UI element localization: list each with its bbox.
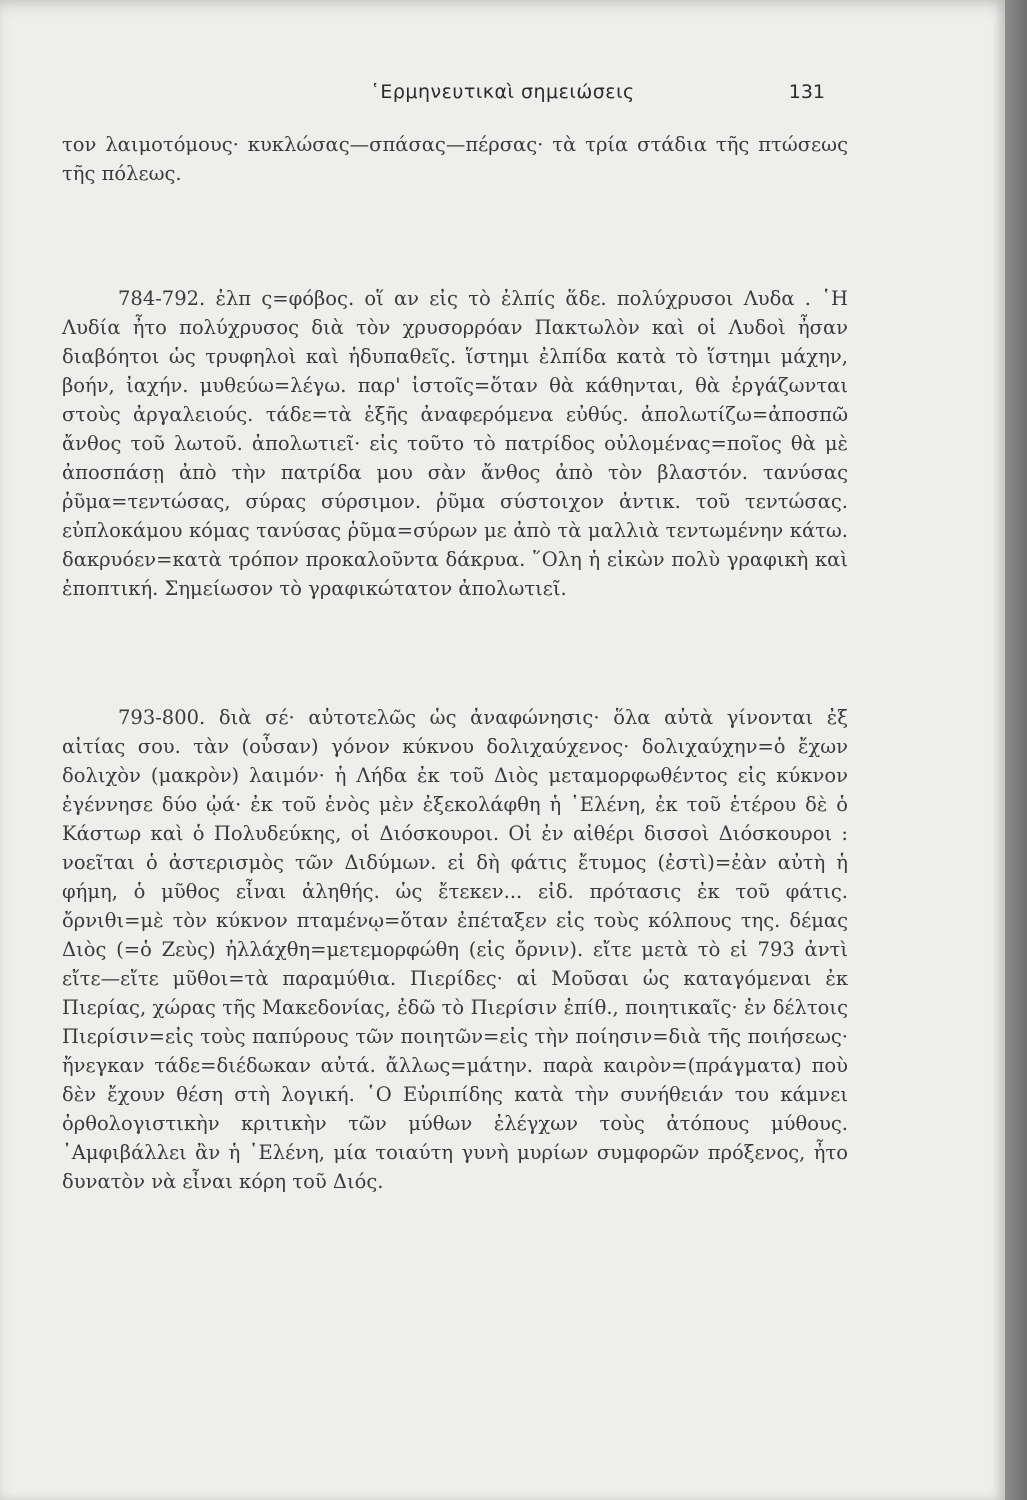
commentary-784-792 [62,284,848,603]
paragraph-text: 793-800. διὰ σέ· αὐτοτελῶς ὡς ἀναφώνησις· ὅλα αὐτὰ γίνονται ἐξ αἰτίας σου. τὰν (οὖσαν) γόνον κύκνου δολιχαύχενος· δολιχαύχην=ὁ ἔχων δολιχὸν (μακρὸν) λαιμόν· ἡ Λήδα ἐκ τοῦ Διὸς μεταμορφωθέντος εἰς κύκνον ἐγέννησε δύο ᾠά· ἐκ τοῦ ἑνὸς μὲν ἐξεκολάφθη ἡ ῾Ελένη, ἐκ τοῦ ἑτέρου δὲ ὁ Κάστωρ καὶ ὁ Πολυδεύκης, οἱ Διόσκουροι. Οἱ ἐν αἰθέρι δισσοὶ Διόσκουροι : νοεῖται ὁ ἀστερισμὸς τῶν Διδύμων. εἰ δὴ φάτις ἔτυμος (ἐστὶ)=ἐὰν αὐτὴ ἡ φήμη, ὁ μῦθος εἶναι ἀληθής. ὡς ἔτεκεν... εἰδ. πρότασις ἐκ τοῦ φάτις. ὄρνιθι=μὲ τὸν κύκνον πταμένῳ=ὅταν ἐπέταξεν εἰς τοὺς κόλπους της. δέμας Διὸς (=ὁ Ζεὺς) ἠλλάχθη=μετεμορφώθη (εἰς ὄρνιν). εἴτε μετὰ τὸ εἰ 793 ἀντὶ εἴτε—εἴτε μῦθοι=τὰ παραμύθια. Πιερίδες· αἱ Μοῦσαι ὡς καταγόμεναι ἐκ Πιερίας, χώρας τῆς Μακεδονίας, ἐδῶ τὸ Πιερίσιν ἐπίθ., ποιητικαῖς· ἐν δέλτοις Πιερίσιν=εἰς τοὺς παπύρους τῶν ποιητῶν=εἰς τὴν ποίησιν=διὰ τῆς ποιήσεως· ἤνεγκαν τάδε=διέδωκαν αὐτά. ἄλλως=μάτην. παρὰ καιρὸν=(πράγματα) ποὺ δὲν ἔχουν θέση στὴ λογική. ῾Ο Εὐριπίδης κατὰ τὴν συνήθειάν του κάμνει ὀρθολογιστικὴν κριτικὴν τῶν μύθων ἐλέγχων τοὺς ἀτόπους μύθους. ᾽Αμφιβάλλει ἂν ἡ ῾Ελένη, μία τοιαύτη γυνὴ μυρίων συμφορῶν πρόξενος, ἦτο δυνατὸν νὰ εἶναι κόρη τοῦ Διός. [62,706,848,1193]
page-number: 131 [788,81,825,103]
paragraph-text: 784-792. ἐλπ ς=φόβος. οἵ αν εἰς τὸ ἐλπίς ἅδε. πολύχρυσοι Λυδα . ῾Η Λυδία ἦτο πολύχρυσος διὰ τὸν χρυσορρόαν Πακτωλὸν καὶ οἱ Λυδοὶ ἦσαν διαβόητοι ὡς τρυφηλοὶ καὶ ἡδυπαθεῖς. ἵστημι ἐλπίδα κατὰ τὸ ἵστημι μάχην, βοήν, ἰαχήν. μυθεύω=λέγω. παρ' ἱστοῖς=ὅταν θὰ κάθηνται, θὰ ἐργάζωνται στοὺς ἀργαλειούς. τάδε=τὰ ἑξῆς ἀναφερόμενα εὐθύς. ἀπολωτίζω=ἀποσπῶ ἄνθος τοῦ λωτοῦ. ἀπολωτιεῖ· εἰς τοῦτο τὸ πατρίδος οὐλομένας=ποῖος θὰ μὲ ἀποσπάσῃ ἀπὸ τὴν πατρίδα μου σὰν ἄνθος ἀπὸ τὸν βλαστόν. τανύσας ῥῦμα=τεντώσας, σύρας σύρσιμον. ῥῦμα σύστοιχον ἀντικ. τοῦ τεντώσας. εὐπλοκάμου κόμας τανύσας ῥῦμα=σύρων με ἀπὸ τὰ μαλλιὰ τεντωμένην κάτω. δακρυόεν=κατὰ τρόπον προκαλοῦντα δάκρυα. ῞Ολη ἡ εἰκὼν πολὺ γραφικὴ καὶ ἐποπτική. Σημείωσον τὸ γραφικώτατον ἀπολωτιεῖ. [62,287,848,600]
paragraph-text: τον λαιμοτόμους· κυκλώσας—σπάσας—πέρσας· τὰ τρία στάδια τῆς πτώσεως τῆς πόλεως. [62,133,848,185]
running-header [0,78,1005,108]
paragraph-continuation [62,130,848,188]
commentary-793-800 [62,703,848,1196]
header-title: ῾Ερμηνευτικαὶ σημειώσεις [370,81,635,103]
page-edge [1005,0,1027,1500]
